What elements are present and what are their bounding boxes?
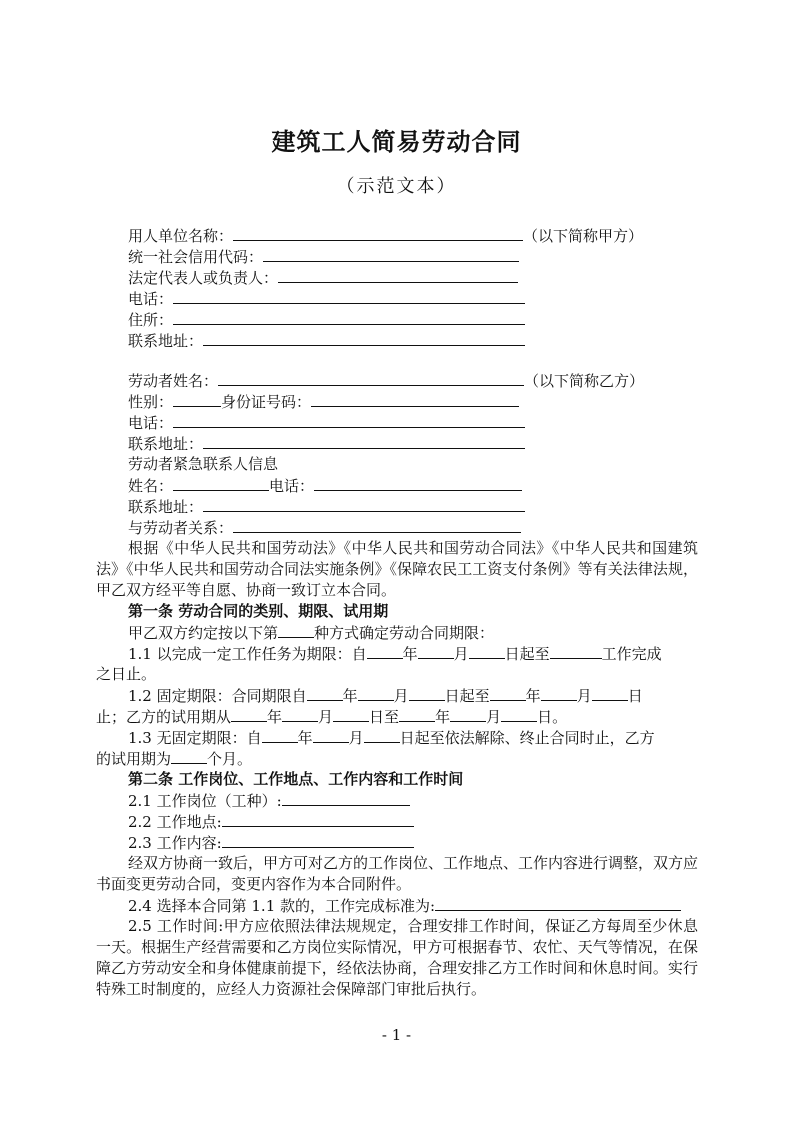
worker-phone-field[interactable] bbox=[173, 412, 525, 428]
employer-phone-field[interactable] bbox=[173, 288, 525, 304]
preamble-paragraph: 根据《中华人民共和国劳动法》《中华人民共和国劳动合同法》《中华人民共和国建筑法》《中华人民共和国劳动合同法实施条例》《保障农民工工资支付条例》等有关法律法规，甲乙双方经平等自愿、协商一致订立本合同。 bbox=[96, 539, 698, 599]
clause-1-1-line2: 之日止。 bbox=[96, 665, 157, 683]
document-subtitle: （示范文本） bbox=[336, 176, 457, 197]
month-label: 月 bbox=[318, 708, 334, 726]
month-label: 月 bbox=[486, 708, 502, 726]
employer-phone-line bbox=[128, 288, 525, 308]
c12-start-day-field[interactable] bbox=[409, 685, 445, 701]
day-from-label: 日起至 bbox=[504, 645, 550, 663]
emergency-address-line bbox=[128, 496, 525, 516]
em-relation-field[interactable] bbox=[233, 517, 521, 533]
probation-months-field[interactable] bbox=[171, 748, 207, 764]
id-label: 身份证号码： bbox=[221, 393, 312, 411]
legal-rep-line bbox=[128, 267, 518, 287]
prob-start-day-field[interactable] bbox=[333, 706, 369, 722]
day-label: 日 bbox=[627, 687, 643, 705]
em-address-field[interactable] bbox=[203, 496, 525, 512]
clause-1-3-line2 bbox=[96, 748, 252, 768]
c11-month-field[interactable] bbox=[418, 643, 454, 659]
prob-end-month-field[interactable] bbox=[450, 706, 486, 722]
article1-intro-text-2: 种方式确定劳动合同期限： bbox=[314, 624, 495, 642]
year-label: 年 bbox=[525, 687, 541, 705]
prob-start-month-field[interactable] bbox=[282, 706, 318, 722]
gender-field[interactable] bbox=[173, 391, 221, 407]
month-label: 月 bbox=[393, 687, 409, 705]
em-name-label: 姓名： bbox=[128, 477, 174, 495]
prob-end-day-field[interactable] bbox=[501, 706, 537, 722]
adjustment-paragraph: 经双方协商一致后，甲方可对乙方的工作岗位、工作地点、工作内容进行调整，双方应书面变更劳动合同，变更内容作为本合同附件。 bbox=[96, 854, 699, 893]
clause-2-3 bbox=[128, 832, 414, 852]
clause-2-5-paragraph: 2.5 工作时间:甲方应依照法律法规规定，合理安排工作时间，保证乙方每周至少休息一天。根据生产经营需要和乙方岗位实际情况，甲方可根据春节、农忙、天气等情况，在保障乙方劳动安全和身体健康前提下，经依法协商，合理安排乙方工作时间和休息时间。实行特殊工时制度的，应经人力资源社会保障部门审批后执行。 bbox=[96, 917, 698, 998]
work-location-field[interactable] bbox=[222, 811, 414, 827]
c13-day-field[interactable] bbox=[364, 727, 400, 743]
credit-code-field[interactable] bbox=[263, 246, 519, 262]
residence-line bbox=[128, 309, 525, 329]
worker-address-line bbox=[128, 433, 525, 453]
prob-end-year-field[interactable] bbox=[399, 706, 435, 722]
legal-rep-field[interactable] bbox=[278, 267, 518, 283]
month-label: 月 bbox=[348, 729, 364, 747]
worker-name-line bbox=[128, 370, 644, 390]
work-done-label: 工作完成 bbox=[601, 645, 662, 663]
clause-2-2 bbox=[128, 811, 414, 831]
year-label: 年 bbox=[297, 729, 313, 747]
c12-end-year-field[interactable] bbox=[490, 685, 526, 701]
c12-start-month-field[interactable] bbox=[358, 685, 394, 701]
article1-intro-text: 甲乙双方约定按以下第 bbox=[128, 624, 279, 642]
emergency-relation-line bbox=[128, 517, 521, 537]
term-type-field[interactable] bbox=[278, 622, 314, 638]
id-field[interactable] bbox=[311, 391, 519, 407]
c13-year-field[interactable] bbox=[262, 727, 298, 743]
probation-period-text: 的试用期为 bbox=[96, 750, 172, 768]
article1-heading: 第一条 劳动合同的类别、期限、试用期 bbox=[128, 602, 389, 620]
employer-phone-label: 电话： bbox=[128, 290, 174, 308]
clause-1-2 bbox=[128, 685, 643, 705]
emergency-name-line bbox=[128, 475, 522, 495]
employer-address-label: 联系地址： bbox=[128, 332, 204, 350]
gender-label: 性别： bbox=[128, 393, 174, 411]
work-content-label: 2.3 工作内容: bbox=[128, 834, 222, 852]
emergency-title: 劳动者紧急联系人信息 bbox=[128, 455, 279, 473]
worker-address-label: 联系地址： bbox=[128, 435, 204, 453]
em-phone-field[interactable] bbox=[314, 475, 522, 491]
employer-address-line bbox=[128, 330, 525, 350]
clause-1-2-line2 bbox=[96, 706, 567, 726]
credit-code-line bbox=[128, 246, 519, 266]
day-from-label: 日起至 bbox=[444, 687, 490, 705]
probation-text: 止；乙方的试用期从 bbox=[96, 708, 232, 726]
employer-name-label: 用人单位名称： bbox=[128, 227, 234, 245]
month-label: 月 bbox=[576, 687, 592, 705]
em-relation-label: 与劳动者关系： bbox=[128, 519, 234, 537]
year-label: 年 bbox=[342, 687, 358, 705]
c11-day-field[interactable] bbox=[469, 643, 505, 659]
worker-name-field[interactable] bbox=[218, 370, 524, 386]
worker-phone-line bbox=[128, 412, 525, 432]
em-phone-label: 电话： bbox=[269, 477, 315, 495]
work-location-label: 2.2 工作地点: bbox=[128, 813, 222, 831]
c12-end-month-field[interactable] bbox=[541, 685, 577, 701]
prob-start-year-field[interactable] bbox=[231, 706, 267, 722]
em-name-field[interactable] bbox=[173, 475, 269, 491]
worker-name-label: 劳动者姓名： bbox=[128, 372, 219, 390]
months-label: 个月。 bbox=[207, 750, 253, 768]
worker-address-field[interactable] bbox=[203, 433, 525, 449]
article1-intro bbox=[128, 622, 494, 642]
clause-1-3-text: 1.3 无固定期限：自 bbox=[128, 729, 262, 747]
clause-1-1 bbox=[128, 643, 662, 663]
c12-end-day-field[interactable] bbox=[592, 685, 628, 701]
clause-1-2-text: 1.2 固定期限：合同期限自 bbox=[128, 687, 307, 705]
employer-name-suffix: （以下简称甲方） bbox=[523, 227, 644, 245]
residence-label: 住所： bbox=[128, 311, 174, 329]
year-label: 年 bbox=[267, 708, 283, 726]
work-content-field[interactable] bbox=[222, 832, 414, 848]
completion-standard-label: 2.4 选择本合同第 1.1 款的，工作完成标准为: bbox=[128, 897, 436, 915]
clause-2-1 bbox=[128, 790, 410, 810]
employer-address-field[interactable] bbox=[203, 330, 525, 346]
worker-phone-label: 电话： bbox=[128, 414, 174, 432]
gender-id-line bbox=[128, 391, 519, 411]
legal-rep-label: 法定代表人或负责人： bbox=[128, 269, 279, 287]
c12-start-year-field[interactable] bbox=[307, 685, 343, 701]
clause-1-3 bbox=[128, 727, 655, 747]
c13-month-field[interactable] bbox=[313, 727, 349, 743]
year-label: 年 bbox=[402, 645, 418, 663]
employer-name-field[interactable] bbox=[233, 225, 523, 241]
em-address-label: 联系地址： bbox=[128, 498, 204, 516]
day-end-label: 日。 bbox=[537, 708, 568, 726]
c11-task-field[interactable] bbox=[550, 643, 602, 659]
clause-2-4 bbox=[128, 895, 681, 915]
clause-1-1-text: 1.1 以完成一定工作任务为期限：自 bbox=[128, 645, 367, 663]
c11-year-field[interactable] bbox=[367, 643, 403, 659]
document-title: 建筑工人简易劳动合同 bbox=[271, 127, 522, 156]
completion-standard-field[interactable] bbox=[435, 895, 681, 911]
page-number: - 1 - bbox=[381, 1026, 412, 1044]
clause-1-3-text-2: 日起至依法解除、终止合同时止，乙方 bbox=[399, 729, 655, 747]
year-label: 年 bbox=[435, 708, 451, 726]
article2-heading: 第二条 工作岗位、工作地点、工作内容和工作时间 bbox=[128, 770, 464, 788]
job-position-label: 2.1 工作岗位（工种）: bbox=[128, 792, 282, 810]
credit-code-label: 统一社会信用代码： bbox=[128, 248, 264, 266]
day-to-label: 日至 bbox=[369, 708, 400, 726]
employer-name-line bbox=[128, 225, 643, 245]
residence-field[interactable] bbox=[173, 309, 525, 325]
job-position-field[interactable] bbox=[282, 790, 410, 806]
month-label: 月 bbox=[453, 645, 469, 663]
worker-name-suffix: （以下简称乙方） bbox=[524, 372, 645, 390]
